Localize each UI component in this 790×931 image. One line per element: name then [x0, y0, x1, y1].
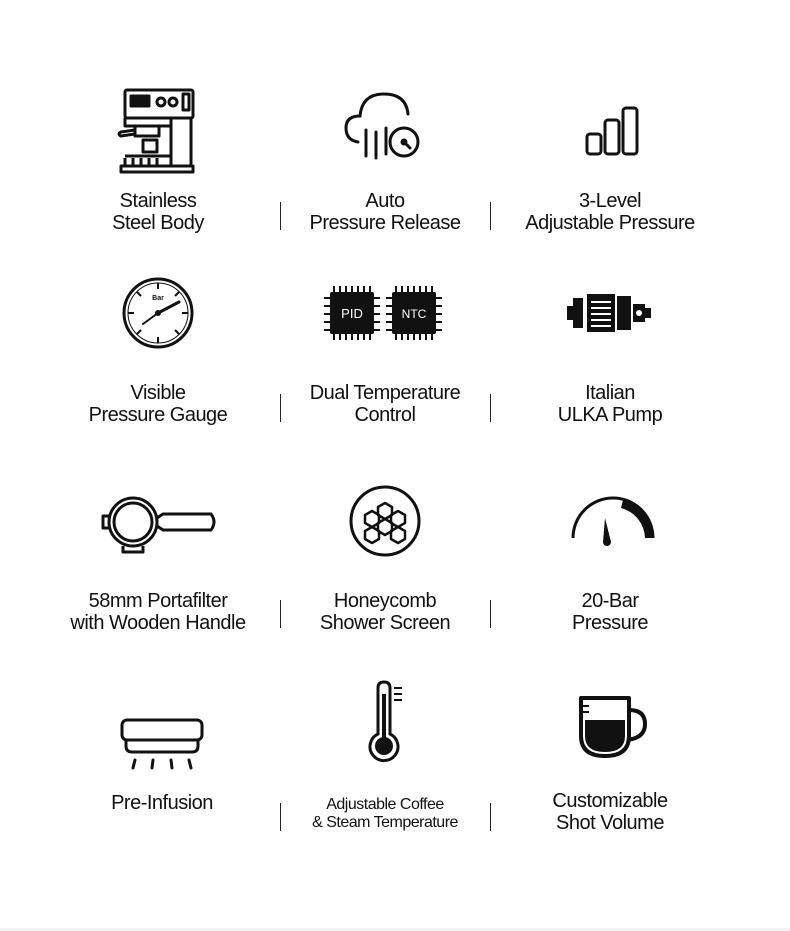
- feature-label-line1: Customizable: [552, 790, 668, 812]
- speedometer-icon: [555, 466, 665, 576]
- column-divider: [490, 803, 491, 831]
- feature-label-line1: Adjustable Coffee: [326, 796, 444, 813]
- signal-bars-icon: [555, 80, 665, 190]
- column-divider: [280, 202, 281, 230]
- feature-label-line1: Stainless: [119, 190, 197, 212]
- feature-label-line2: Steel Body: [112, 212, 204, 234]
- feature-honeycomb-shower-screen: [270, 466, 500, 666]
- column-divider: [490, 202, 491, 230]
- feature-20-bar-pressure: [495, 466, 725, 666]
- pre-infusion-icon: [107, 674, 217, 784]
- feature-label-line2: Pressure Gauge: [88, 404, 228, 426]
- feature-58mm-portafilter: [43, 466, 273, 666]
- feature-label-line2: Adjustable Pressure: [525, 212, 695, 234]
- feature-label-line2: & Steam Temperature: [312, 814, 458, 831]
- feature-auto-pressure-release: [270, 80, 500, 280]
- feature-label-line1: 3-Level: [578, 190, 642, 212]
- feature-label-line2: with Wooden Handle: [70, 612, 246, 634]
- pump-icon: [555, 258, 665, 368]
- feature-italian-ulka-pump: [495, 258, 725, 458]
- honeycomb-icon: [330, 466, 440, 576]
- ntc-chip-label: NTC: [401, 307, 427, 321]
- column-divider: [280, 394, 281, 422]
- feature-label-line1: Honeycomb: [333, 590, 437, 612]
- feature-label-line2: Pressure: [571, 612, 649, 634]
- feature-pre-infusion: [47, 674, 277, 874]
- column-divider: [490, 600, 491, 628]
- feature-label-line2: Shower Screen: [319, 612, 451, 634]
- feature-label-line1: Pre-Infusion: [111, 792, 213, 814]
- pressure-gauge-icon: [103, 258, 213, 368]
- pressure-release-icon: [330, 80, 440, 190]
- feature-label-line1: 58mm Portafilter: [88, 590, 228, 612]
- feature-label-line1: 20-Bar: [581, 590, 639, 612]
- feature-label-line2: Control: [354, 404, 416, 426]
- pid-ntc-chip-icon: [320, 258, 450, 368]
- pid-chip-label: PID: [341, 306, 363, 321]
- coffee-cup-icon: [555, 674, 665, 784]
- feature-visible-pressure-gauge: [43, 258, 273, 458]
- feature-label-line2: Shot Volume: [556, 812, 664, 834]
- espresso-machine-icon: [103, 80, 213, 190]
- thermometer-icon: [330, 674, 440, 784]
- column-divider: [280, 600, 281, 628]
- gauge-unit-text: Bar: [152, 295, 164, 302]
- feature-label-line1: Italian: [585, 382, 635, 404]
- feature-3-level-adjustable-pressure: [495, 80, 725, 280]
- column-divider: [490, 394, 491, 422]
- feature-label-line1: Visible: [130, 382, 186, 404]
- portafilter-icon: [93, 466, 223, 576]
- feature-label-line2: ULKA Pump: [557, 404, 663, 426]
- feature-label-line1: Dual Temperature: [309, 382, 461, 404]
- feature-adjustable-coffee-steam-temperature: [270, 674, 500, 874]
- feature-customizable-shot-volume: [495, 674, 725, 874]
- feature-label-line2: Pressure Release: [309, 212, 461, 234]
- feature-label-line1: Auto: [365, 190, 405, 212]
- feature-dual-temperature-control: [270, 258, 500, 458]
- feature-stainless-steel-body: [43, 80, 273, 280]
- column-divider: [280, 803, 281, 831]
